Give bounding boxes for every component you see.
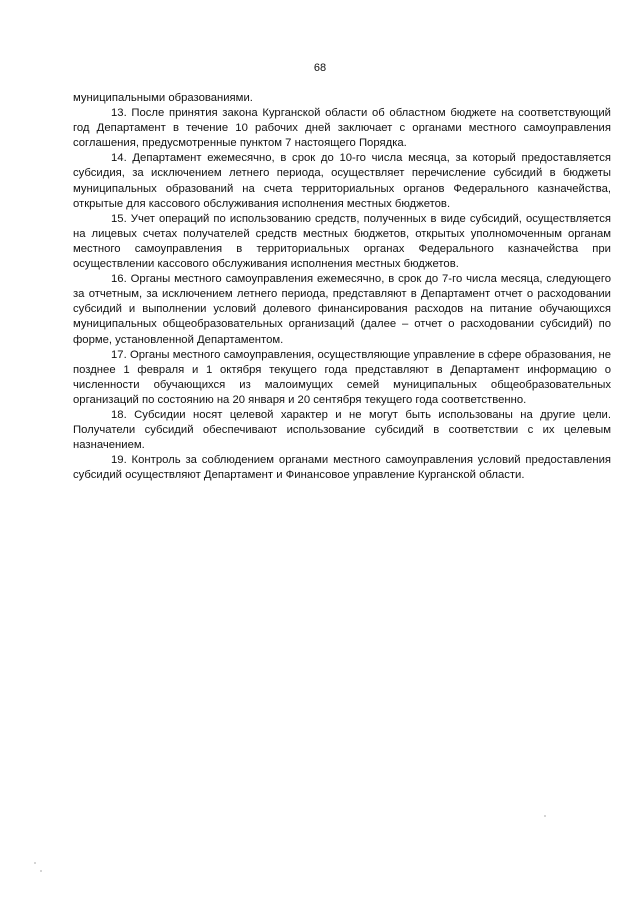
paragraph-19: 19. Контроль за соблюдением органами местного самоуправления условий предоставления субсидий осуществляют Департамент и Финансовое управление Курганской области. xyxy=(73,454,611,482)
paragraph-16: 16. Органы местного самоуправления ежемесячно, в срок до 7-го числа месяца, следующего за отчетным, за исключением летнего периода, представляют в Департамент отчет о расходовании субсидий и выполнении условий долевого финансирования расходов на питание обучающихся муниципальных общеобразовательных организаций (далее – отчет о расходовании субсидий) по форме, установленной Департаментом. xyxy=(73,273,611,346)
paragraph-13: 13. После принятия закона Курганской области об областном бюджете на соответствующий год Департамент в течение 10 рабочих дней заключает с органами местного самоуправления соглашения, предусмотренные пунктом 7 настоящего Порядка. xyxy=(73,107,611,150)
scan-speck xyxy=(34,862,36,864)
document-body xyxy=(73,91,611,483)
paragraph-14: 14. Департамент ежемесячно, в срок до 10-го числа месяца, за который предоставляется субсидия, за исключением летнего периода, осуществляет перечисление субсидий в бюджеты муниципальных образований на счета территориальных органов Федерального казначейства, открытые для кассового обслуживания исполнения местных бюджетов. xyxy=(73,152,611,210)
paragraph-15: 15. Учет операций по использованию средств, полученных в виде субсидий, осуществляется на лицевых счетах получателей средств местных бюджетов, открытых уполномоченным органам местного самоуправления в территориальных органах Федерального казначейства при осуществлении кассового обслуживания исполнения местных бюджетов. xyxy=(73,212,611,271)
paragraph-18: 18. Субсидии носят целевой характер и не могут быть использованы на другие цели. Получатели субсидий обеспечивают использование субсидий в соответствии с их целевым назначением. xyxy=(73,408,611,452)
page-number: 68 xyxy=(313,62,327,74)
scan-speck xyxy=(544,815,546,817)
paragraph-continuation: муниципальными образованиями. xyxy=(73,92,253,104)
scan-speck xyxy=(40,870,42,872)
paragraph-17: 17. Органы местного самоуправления, осуществляющие управление в сфере образования, не позднее 1 февраля и 1 октября текущего года представляют в Департамент информацию о численности обучающихся из малоимущих семей муниципальных общеобразовательных организаций по состоянию на 20 января и 20 сентября текущего года соответственно. xyxy=(73,348,611,406)
